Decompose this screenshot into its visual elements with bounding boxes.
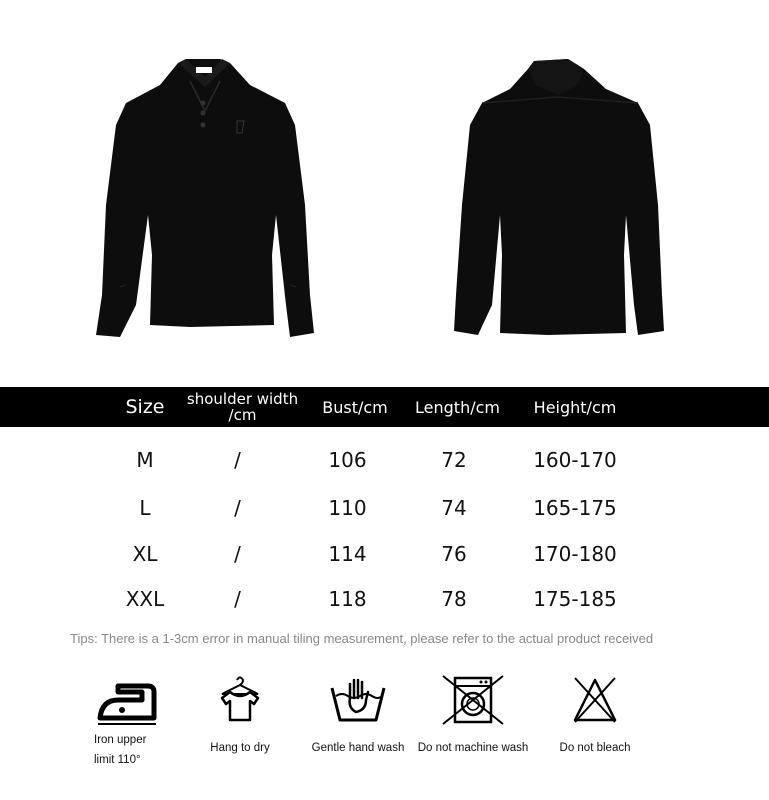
length-cell: 78: [441, 587, 467, 611]
size-table-header: [0, 387, 769, 427]
care-hang-dry: [180, 672, 300, 758]
measurement-tips: Tips: There is a 1-3cm error in manual tiling measurement, please refer to the actual product received: [70, 631, 654, 646]
header-length: Length/cm: [415, 397, 500, 417]
back-shirt-image: [448, 55, 673, 340]
care-hand-wash: [298, 672, 418, 758]
table-row: [0, 440, 769, 480]
height-cell: 160-170: [533, 448, 617, 472]
table-row: [0, 534, 769, 574]
shoulder-cell: /: [234, 587, 241, 611]
bust-cell: 118: [328, 587, 367, 611]
care-no-machine-wash: [413, 672, 533, 758]
size-cell: XXL: [125, 587, 165, 611]
shoulder-cell: /: [234, 448, 241, 472]
bust-cell: 114: [328, 542, 367, 566]
size-cell: M: [136, 448, 154, 472]
shoulder-cell: /: [234, 496, 241, 520]
no-bleach-icon: [535, 672, 655, 728]
length-cell: 76: [441, 542, 467, 566]
iron-icon: [68, 672, 188, 728]
no-machine-label: Do not machine wash: [417, 742, 529, 754]
table-row: [0, 488, 769, 528]
no-bleach-label: Do not bleach: [559, 742, 631, 754]
header-size: Size: [125, 396, 165, 418]
front-shirt-image: [90, 55, 320, 340]
care-iron: [68, 672, 188, 770]
hang-label: Hang to dry: [210, 742, 270, 754]
header-height: Height/cm: [533, 397, 617, 417]
no-washing-machine-icon: [413, 672, 533, 728]
hanger-shirt-icon: [180, 672, 300, 728]
bust-cell: 110: [328, 496, 367, 520]
header-bust: Bust/cm: [322, 397, 388, 417]
bust-cell: 106: [328, 448, 367, 472]
hand-wash-label: Gentle hand wash: [311, 742, 405, 754]
header-shoulder-width: shoulder width /cm: [186, 390, 299, 424]
table-row: [0, 579, 769, 619]
size-cell: XL: [132, 542, 158, 566]
length-cell: 72: [441, 448, 467, 472]
size-cell: L: [139, 496, 151, 520]
iron-label-line2: limit 110°: [94, 754, 141, 766]
height-cell: 170-180: [533, 542, 617, 566]
height-cell: 165-175: [533, 496, 617, 520]
height-cell: 175-185: [533, 587, 617, 611]
hand-wash-icon: [298, 672, 418, 728]
shoulder-cell: /: [234, 542, 241, 566]
iron-label-line1: Iron upper: [94, 734, 147, 746]
length-cell: 74: [441, 496, 467, 520]
care-no-bleach: [535, 672, 655, 758]
